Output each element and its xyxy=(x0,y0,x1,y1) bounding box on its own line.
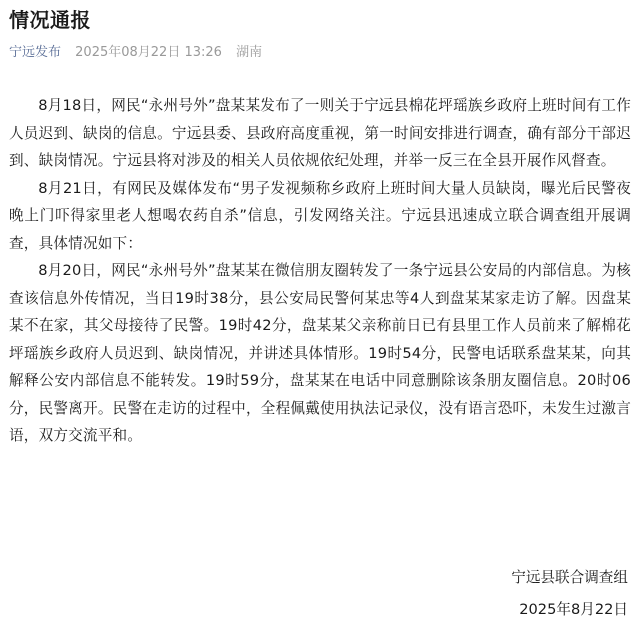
paragraph: 8月20日，网民“永州号外”盘某某在微信朋友圈转发了一条宁远县公安局的内部信息。为核查该信息外传情况，当日19时38分，县公安局民警何某忠等4人到盘某某家走访了解。因盘某某不在家，其父母接待了民警。19时42分，盘某某父亲称前日已有县里工作人员前来了解棉花坪瑶族乡政府人员迟到、缺岗情况，并讲述具体情形。19时54分，民警电话联系盘某某，向其解释公安内部信息不能转发。19时59分，盘某某在电话中同意删除该条朋友圈信息。20时06分，民警离开。民警在走访的过程中，全程佩戴使用执法记录仪，没有语言恐吓，未发生过激言语，双方交流平和。 xyxy=(9,262,631,444)
account-name-link[interactable]: 宁远发布 xyxy=(9,45,62,60)
article-body xyxy=(9,92,631,450)
signature-org: 宁远县联合调查组 xyxy=(511,569,628,586)
publish-location: 湖南 xyxy=(236,45,263,60)
paragraph: 8月21日，有网民及媒体发布“男子发视频称乡政府上班时间大量人员缺岗，曝光后民警夜晚上门吓得家里老人想喝农药自杀”信息，引发网络关注。宁远县迅速成立联合调查组开展调查，具体情况如下： xyxy=(9,179,631,252)
signature-date: 2025年8月22日 xyxy=(519,601,628,618)
article-title: 情况通报 xyxy=(9,8,91,32)
paragraph: 8月18日，网民“永州号外”盘某某发布了一则关于宁远县棉花坪瑶族乡政府上班时间有工作人员迟到、缺岗的信息。宁远县委、县政府高度重视，第一时间安排进行调查，确有部分干部迟到、缺岗情况。宁远县将对涉及的相关人员依规依纪处理，并举一反三在全县开展作风督查。 xyxy=(9,97,631,169)
article-meta xyxy=(9,43,262,63)
publish-time: 2025年08月22日 13:26 xyxy=(75,45,222,60)
